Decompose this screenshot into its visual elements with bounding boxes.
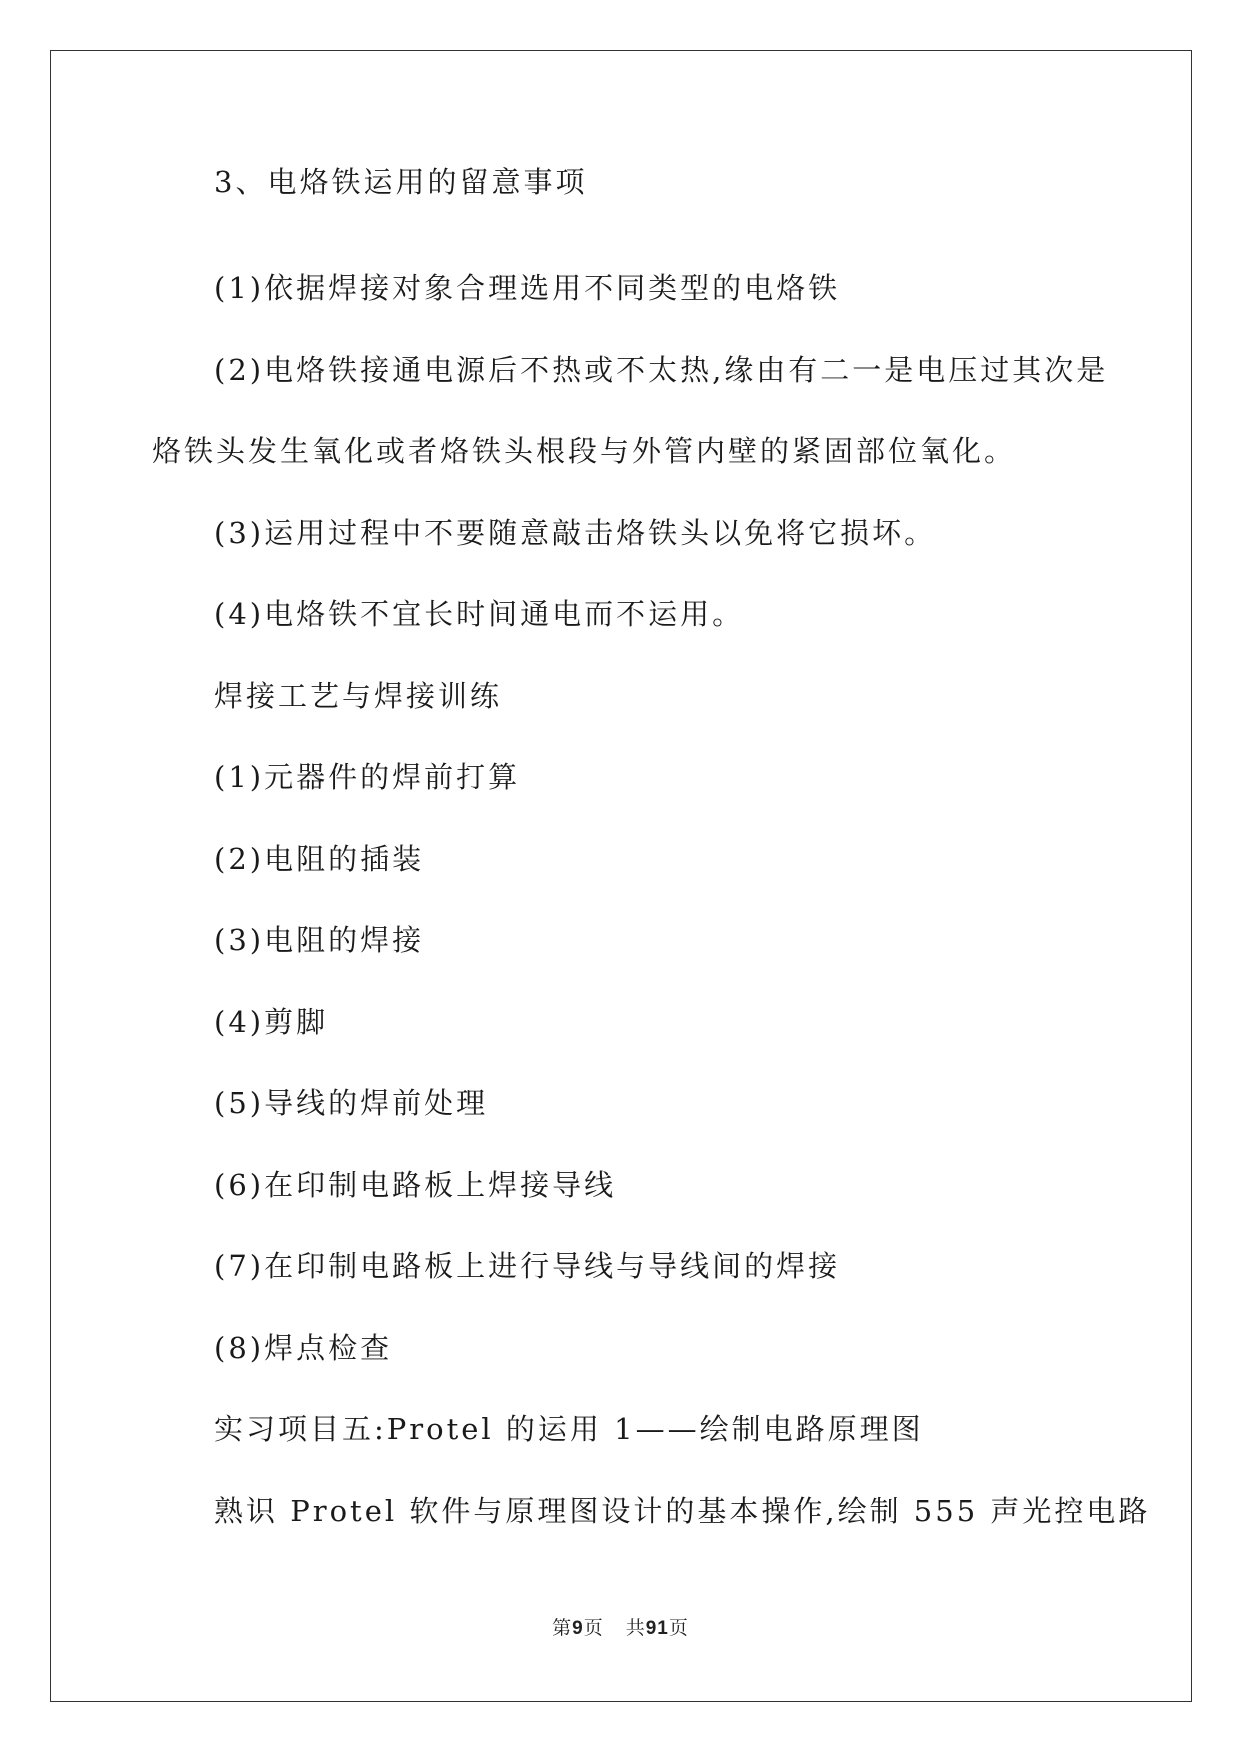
total-suffix: 页	[668, 1617, 689, 1639]
page-prefix: 第	[552, 1617, 573, 1639]
paragraph: (1)依据焊接对象合理选用不同类型的电烙铁	[214, 271, 841, 305]
list-item: (7)在印制电路板上进行导线与导线间的焊接	[214, 1249, 841, 1283]
paragraph: (3)运用过程中不要随意敲击烙铁头以免将它损坏。	[214, 515, 937, 550]
page-suffix: 页	[583, 1617, 604, 1639]
list-item: (5)导线的焊前处理	[214, 1086, 489, 1120]
section-heading: 焊接工艺与焊接训练	[214, 678, 503, 713]
paragraph: (2)电烙铁接通电源后不热或不太热,缘由有二一是电压过其次是	[214, 352, 1109, 387]
paragraph: 熟识 Protel 软件与原理图设计的基本操作,绘制 555 声光控电路	[214, 1493, 1151, 1528]
section-heading: 3、电烙铁运用的留意事项	[214, 165, 588, 199]
document-body	[152, 165, 1151, 1552]
list-item: (2)电阻的插装	[214, 841, 425, 876]
page-footer	[0, 1613, 1241, 1640]
list-item: (3)电阻的焊接	[214, 923, 425, 957]
list-item: (8)焊点检查	[214, 1330, 393, 1365]
page-number: 9	[572, 1618, 584, 1639]
total-pages: 91	[645, 1618, 669, 1639]
section-heading: 实习项目五:Protel 的运用 1——绘制电路原理图	[214, 1412, 924, 1446]
list-item: (4)剪脚	[214, 1004, 329, 1039]
paragraph-continuation: 烙铁头发生氧化或者烙铁头根段与外管内壁的紧固部位氧化。	[152, 434, 1017, 468]
list-item: (1)元器件的焊前打算	[214, 760, 521, 794]
paragraph: (4)电烙铁不宜长时间通电而不运用。	[214, 597, 745, 631]
list-item: (6)在印制电路板上焊接导线	[214, 1167, 617, 1202]
total-prefix: 共	[625, 1617, 646, 1639]
